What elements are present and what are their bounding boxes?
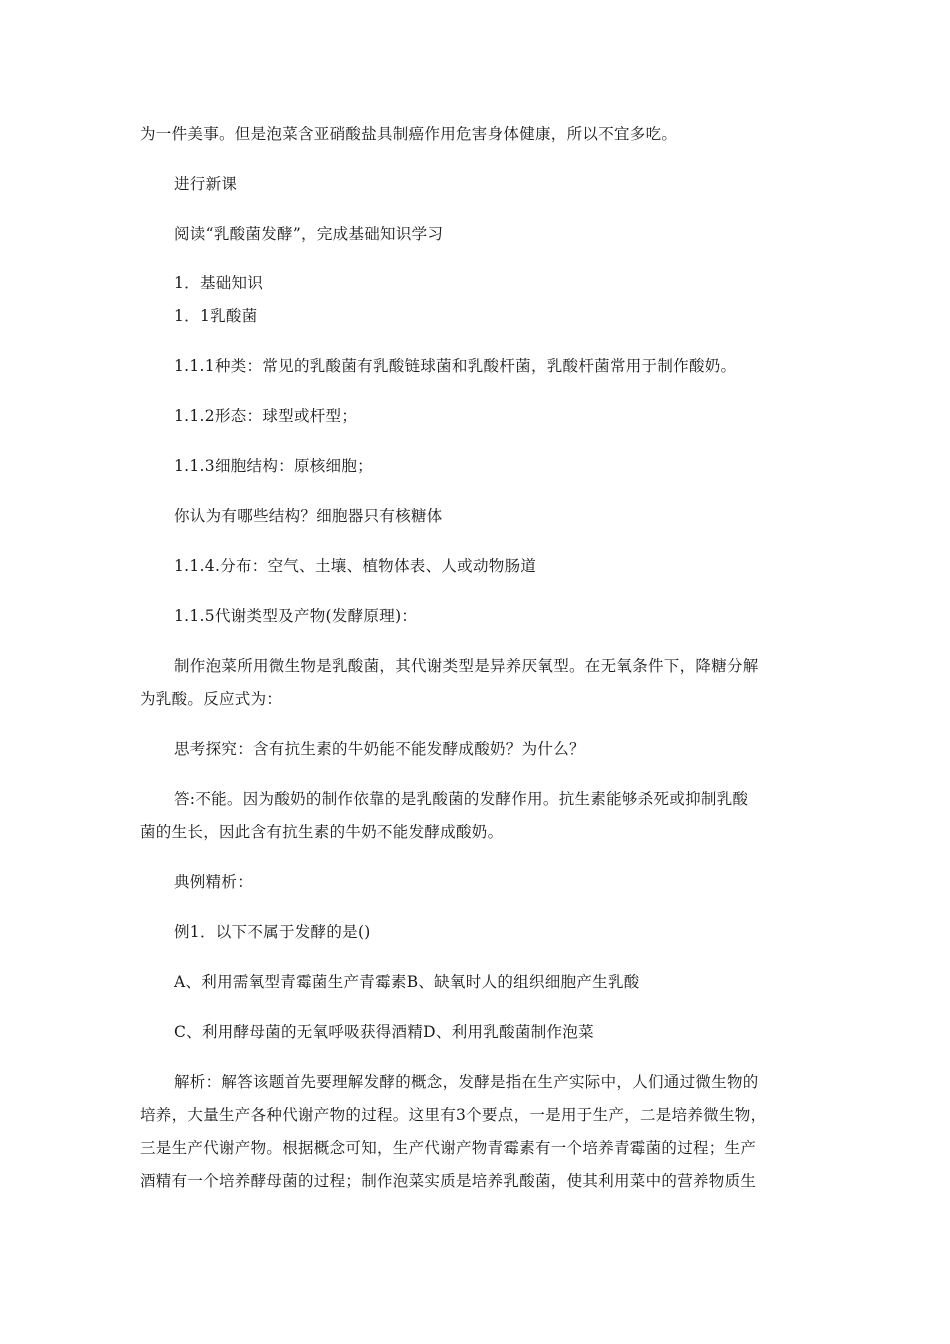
- item-1-1-2: 1.1.2形态：球型或杆型；: [174, 407, 358, 425]
- paragraph-fermentation-line-2: 为乳酸。反应式为：: [140, 690, 283, 708]
- example-1-options-cd: C、利用酵母菌的无氧呼吸获得酒精D、利用乳酸菌制作泡菜: [174, 1023, 594, 1041]
- analysis-line-4: 酒精有一个培养酵母菌的过程；制作泡菜实质是培养乳酸菌，使其利用菜中的营养物质生: [140, 1172, 757, 1190]
- item-1-1-5: 1.1.5代谢类型及产物(发酵原理)：: [174, 607, 418, 625]
- item-1-1-1: 1.1.1种类：常见的乳酸菌有乳酸链球菌和乳酸杆菌，乳酸杆菌常用于制作酸奶。: [174, 357, 737, 375]
- heading-example-analysis: 典例精析：: [174, 873, 254, 891]
- paragraph-fermentation-line-1: 制作泡菜所用微生物是乳酸菌，其代谢类型是异养厌氧型。在无氧条件下，降糖分解: [174, 657, 759, 675]
- section-heading-new-lesson: 进行新课: [174, 175, 238, 193]
- example-1-options-ab: A、利用需氧型青霉菌生产青霉素B、缺氧时人的组织细胞产生乳酸: [174, 973, 640, 991]
- heading-lactic-bacteria: 1．1乳酸菌: [174, 307, 258, 325]
- answer-line-2: 菌的生长，因此含有抗生素的牛奶不能发酵成酸奶。: [140, 823, 504, 841]
- question-structures: 你认为有哪些结构？细胞器只有核糖体: [174, 507, 443, 525]
- think-explore-question: 思考探究：含有抗生素的牛奶能不能发酵成酸奶？为什么？: [174, 740, 585, 758]
- item-1-1-3: 1.1.3细胞结构：原核细胞；: [174, 457, 373, 475]
- reading-instruction: 阅读“乳酸菌发酵”，完成基础知识学习: [174, 225, 444, 243]
- example-1-question: 例1．以下不属于发酵的是(): [174, 923, 371, 941]
- analysis-line-2: 培养，大量生产各种代谢产物的过程。这里有3个要点，一是用于生产，二是培养微生物，: [140, 1106, 767, 1124]
- item-1-1-4: 1.1.4.分布：空气、土壤、植物体表、人或动物肠道: [174, 557, 537, 575]
- heading-basic-knowledge: 1．基础知识: [174, 274, 264, 292]
- analysis-line-1: 解析：解答该题首先要理解发酵的概念，发酵是指在生产实际中，人们通过微生物的: [174, 1073, 759, 1091]
- paragraph-continuation: 为一件美事。但是泡菜含亚硝酸盐具制癌作用危害身体健康，所以不宜多吃。: [140, 125, 678, 143]
- analysis-line-3: 三是生产代谢产物。根据概念可知，生产代谢产物青霉素有一个培养青霉菌的过程；生产: [140, 1139, 757, 1157]
- answer-line-1: 答:不能。因为酸奶的制作依靠的是乳酸菌的发酵作用。抗生素能够杀死或抑制乳酸: [174, 790, 749, 808]
